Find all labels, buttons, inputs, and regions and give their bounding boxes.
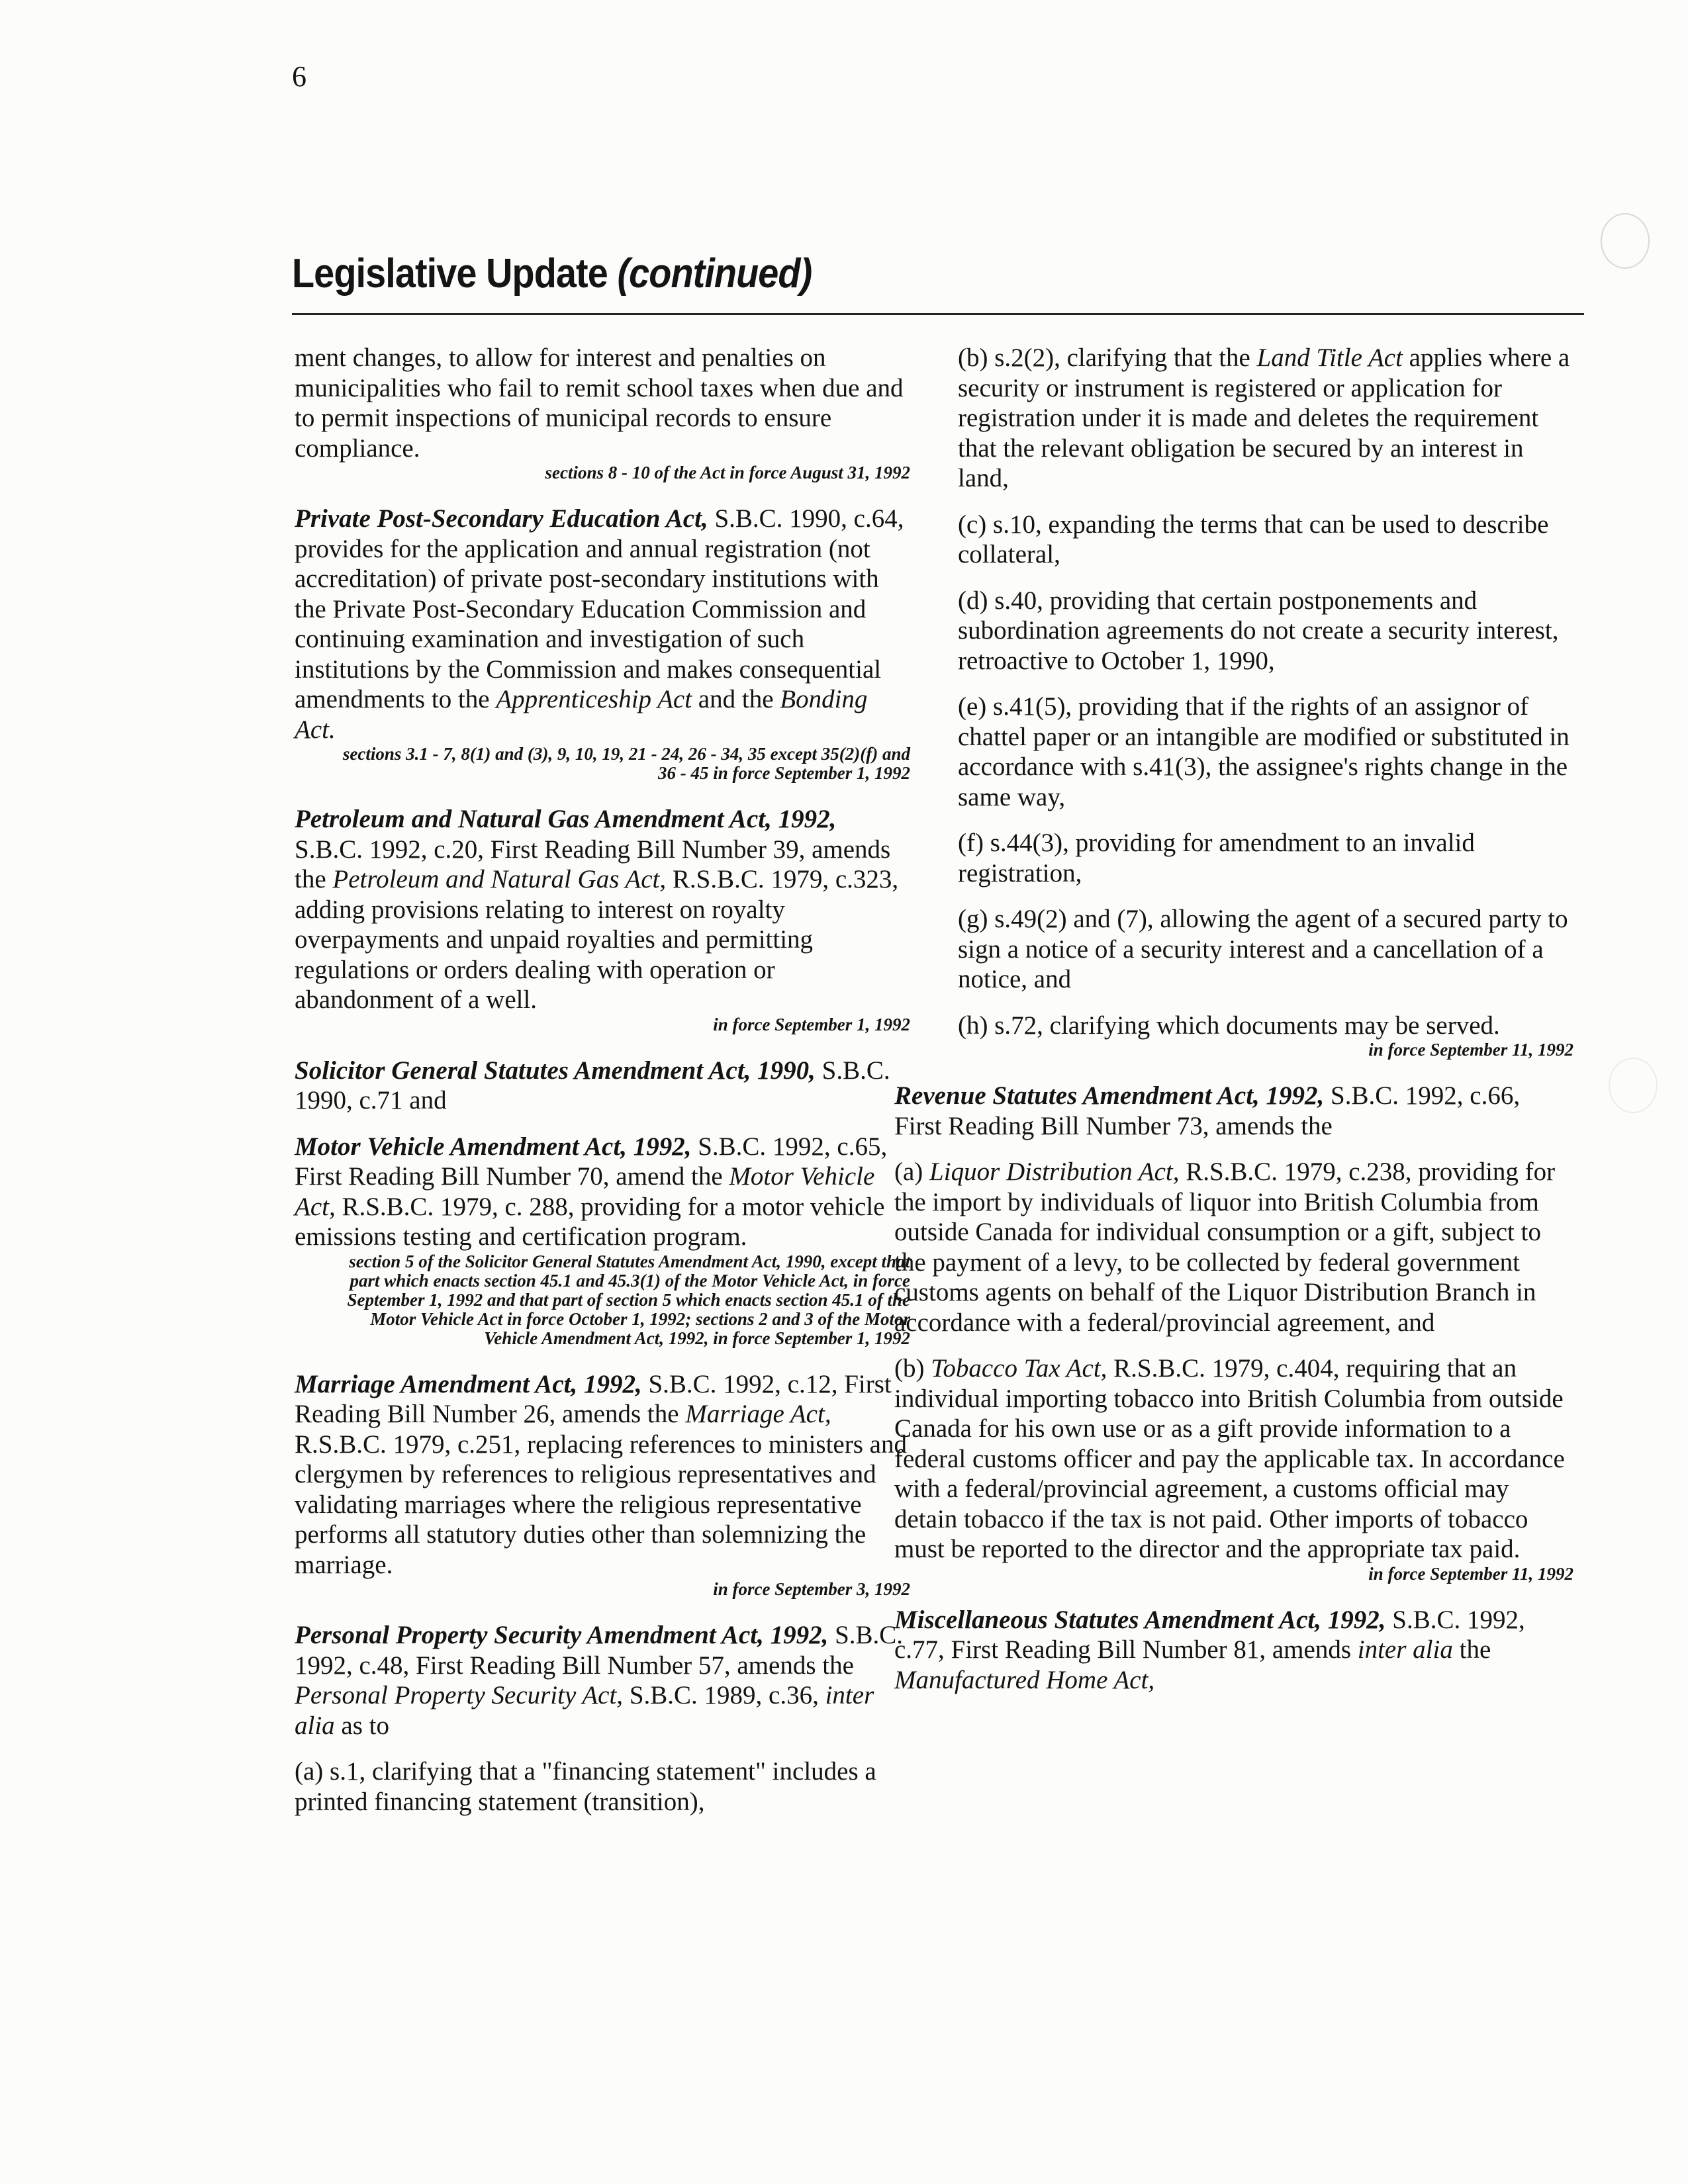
solicitor-text bbox=[295, 1056, 910, 1116]
text-run: the bbox=[1452, 1635, 1491, 1664]
text-run: R.S.B.C. 1979, c.404, requiring that an individual importing tobacco into British Columbia from outside Canada for his own use or as a gift provide information to a federal customs officer and pay the applicable tax. In accordance with a federal/provincial agreement, a customs official may detain tobacco if the tax is not paid. Other imports of tobacco must be reported to the director and the appropriate tax paid. bbox=[894, 1354, 1565, 1563]
revenue-item-b bbox=[894, 1353, 1573, 1565]
pps-item-d: (d) s.40, providing that certain postponements and subordination agreements do not create a security interest, retroactive to October 1, 1990, bbox=[958, 586, 1559, 675]
marriage-note: in force September 3, 1992 bbox=[713, 1579, 910, 1599]
text-run: R.S.B.C. 1979, c. 288, providing for a motor vehicle emissions testing and certification program. bbox=[295, 1192, 885, 1251]
pps-item-f: (f) s.44(3), providing for amendment to an invalid registration, bbox=[958, 829, 1475, 887]
act-name: Private Post-Secondary Education Act, bbox=[295, 504, 708, 533]
pps-item-e: (e) s.41(5), providing that if the rights of an assignor of chattel paper or an intangible are modified or substituted in accordance with s.41(3), the assignee's rights change in the same way, bbox=[958, 692, 1570, 811]
petroleum-note: in force September 1, 1992 bbox=[713, 1014, 910, 1034]
private-post-secondary-note: sections 3.1 - 7, 8(1) and (3), 9, 10, 19, 21 - 24, 26 - 34, 35 except 35(2)(f) and 36 - 45 in force September 1, 1992 bbox=[342, 744, 910, 783]
act-name: Revenue Statutes Amendment Act, 1992, bbox=[894, 1081, 1325, 1110]
pps-note: in force September 11, 1992 bbox=[1368, 1040, 1573, 1060]
private-post-secondary-entry bbox=[295, 504, 910, 783]
pps-text bbox=[295, 1620, 910, 1741]
pps-item-c: (c) s.10, expanding the terms that can be used to describe collateral, bbox=[958, 510, 1549, 569]
act-name: Petroleum and Natural Gas Amendment Act, 1992, bbox=[295, 805, 837, 833]
intro-note: sections 8 - 10 of the Act in force August 31, 1992 bbox=[545, 463, 910, 482]
text-run: (b) bbox=[894, 1354, 931, 1383]
pps-item-h: (h) s.72, clarifying which documents may be served. bbox=[958, 1011, 1500, 1040]
text-run: S.B.C. 1989, c.36, bbox=[623, 1681, 825, 1709]
act-reference: Apprenticeship Act bbox=[496, 685, 692, 713]
right-column bbox=[894, 343, 1573, 1716]
act-citation: S.B.C. 1992, c.48, First Reading Bill Number 57, amends the bbox=[295, 1621, 904, 1680]
page-number: 6 bbox=[292, 60, 306, 93]
intro-text: ment changes, to allow for interest and penalties on municipalities who fail to remit school taxes when due and to permit inspections of municipal records to ensure compliance. bbox=[295, 343, 904, 463]
revenue-note: in force September 11, 1992 bbox=[1368, 1563, 1573, 1584]
revenue-item-a bbox=[894, 1157, 1573, 1338]
text-run: (a) bbox=[894, 1158, 930, 1186]
act-citation: S.B.C. 1992, c.65, First Reading Bill Number 70, amend the bbox=[295, 1132, 888, 1191]
motor-vehicle-text bbox=[295, 1132, 910, 1252]
marriage-text bbox=[295, 1369, 910, 1580]
act-name: Motor Vehicle Amendment Act, 1992, bbox=[295, 1132, 692, 1161]
act-reference: Petroleum and Natural Gas Act, bbox=[332, 865, 667, 893]
section-title-main: Legislative Update bbox=[292, 251, 608, 296]
text-run: (b) s.2(2), clarifying that the bbox=[958, 343, 1257, 372]
text-run: and the bbox=[692, 685, 780, 713]
act-reference: inter alia bbox=[1357, 1635, 1453, 1664]
act-citation: S.B.C. 1992, c.20, First Reading Bill Number 39, amends the bbox=[295, 835, 891, 893]
act-reference: Tobacco Tax Act, bbox=[931, 1354, 1107, 1383]
pps-entry bbox=[295, 1620, 910, 1817]
act-name: Personal Property Security Amendment Act, 1992, bbox=[295, 1621, 829, 1649]
act-reference: Land Title Act bbox=[1256, 343, 1403, 372]
petroleum-text bbox=[295, 804, 910, 1015]
act-reference: Marriage Act, bbox=[685, 1400, 831, 1428]
left-column bbox=[295, 343, 910, 1838]
act-reference: Motor Vehicle Act, bbox=[295, 1162, 875, 1221]
misc-text bbox=[894, 1605, 1573, 1696]
revenue-entry bbox=[894, 1081, 1573, 1584]
intro-entry bbox=[295, 343, 910, 482]
text-run: applies where a security or instrument is registered or application for registration under it is made and deletes the requirement that the relevant obligation be secured by an interest in land, bbox=[958, 343, 1570, 492]
act-name: Marriage Amendment Act, 1992, bbox=[295, 1369, 642, 1398]
solicitor-entry bbox=[295, 1056, 910, 1116]
pps-item-g: (g) s.49(2) and (7), allowing the agent of a secured party to sign a notice of a security interest and a cancellation of a notice, and bbox=[958, 905, 1568, 993]
act-reference: Personal Property Security Act, bbox=[295, 1681, 624, 1709]
binder-hole-middle bbox=[1609, 1058, 1658, 1113]
act-citation: S.B.C. 1990, c.64, provides for the application and annual registration (not accreditation) of private post-secondary institutions with the Private Post-Secondary Education Commission and continuing examination and investigation of such institutions by the Commission and makes consequential amendments to the bbox=[295, 504, 904, 713]
binder-hole-top bbox=[1601, 213, 1650, 269]
private-post-secondary-text bbox=[295, 504, 910, 745]
act-name: Solicitor General Statutes Amendment Act, 1990, bbox=[295, 1056, 816, 1085]
act-reference: Liquor Distribution Act, bbox=[929, 1158, 1180, 1186]
pps-item-a: (a) s.1, clarifying that a "financing statement" includes a printed financing statement (transition), bbox=[295, 1757, 876, 1816]
text-run: as to bbox=[334, 1711, 389, 1740]
misc-entry bbox=[894, 1605, 1573, 1696]
motor-vehicle-note: section 5 of the Solicitor General Statutes Amendment Act, 1990, except that part which enacts section 45.1 and 45.3(1) of the Motor Vehicle Act, in force September 1, 1992 and that part of section 5 which enacts section 45.1 of the Motor Vehicle Act in force October 1, 1992; sections 2 and 3 of the Motor Vehicle Amendment Act, 1992, in force September 1, 1992 bbox=[347, 1251, 910, 1348]
petroleum-entry bbox=[295, 804, 910, 1034]
act-citation: S.B.C. 1992, c.77, First Reading Bill Number 81, amends bbox=[894, 1605, 1525, 1664]
text-run: R.S.B.C. 1979, c.238, providing for the import by individuals of liquor into British Columbia from outside Canada for individual consumption or a gift, subject to the payment of a levy, to be collected by federal government customs agents on behalf of the Liquor Distribution Branch in accordance with a federal/provincial agreement, and bbox=[894, 1158, 1556, 1337]
motor-vehicle-entry bbox=[295, 1132, 910, 1348]
title-rule bbox=[292, 313, 1584, 315]
act-reference: inter alia bbox=[295, 1681, 874, 1740]
text-run: R.S.B.C. 1979, c.323, adding provisions relating to interest on royalty overpayments and unpaid royalties and permitting regulations or orders dealing with operation or abandonment of a well. bbox=[295, 865, 899, 1014]
act-name: Miscellaneous Statutes Amendment Act, 1992, bbox=[894, 1605, 1386, 1634]
marriage-entry bbox=[295, 1369, 910, 1600]
act-citation: S.B.C. 1992, c.66, First Reading Bill Number 73, amends the bbox=[894, 1081, 1521, 1140]
pps-item-b bbox=[958, 343, 1573, 494]
revenue-text bbox=[894, 1081, 1573, 1141]
act-citation: S.B.C. 1990, c.71 and bbox=[295, 1056, 890, 1115]
text-run: R.S.B.C. 1979, c.251, replacing references to ministers and clergymen by references to religious representatives and validating marriages where the religious representative performs all statutory duties other than solemnizing the marriage. bbox=[295, 1430, 907, 1579]
act-reference: Bonding Act. bbox=[295, 685, 868, 744]
section-title-suffix: (continued) bbox=[617, 251, 812, 296]
act-citation: S.B.C. 1992, c.12, First Reading Bill Number 26, amends the bbox=[295, 1369, 892, 1428]
act-reference: Manufactured Home Act, bbox=[894, 1665, 1155, 1694]
section-title bbox=[292, 250, 812, 297]
